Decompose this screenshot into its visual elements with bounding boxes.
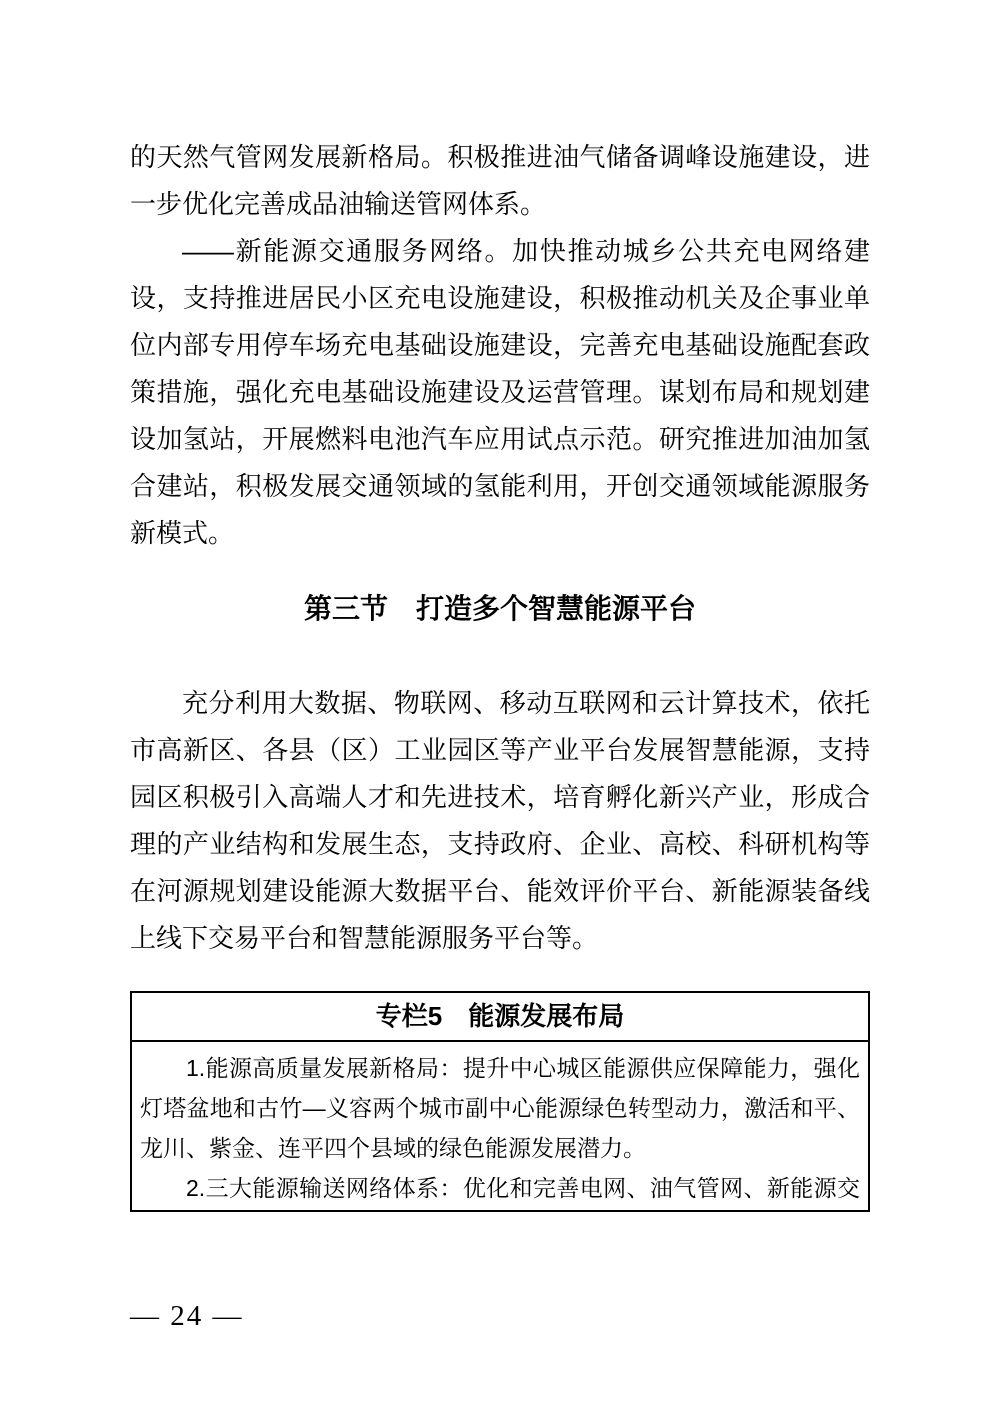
paragraph-new-energy-transport [130,228,870,557]
text-line: 合建站，积极发展交通领域的氢能利用，开创交通领域能源服务 [130,471,870,501]
text-line: 设，支持推进居民小区充电设施建设，积极推动机关及企事业单 [130,283,870,313]
text-line: 灯塔盆地和古竹—义容两个城市副中心能源绿色转型动力，激活和平、 [140,1095,860,1121]
section-heading: 第三节 打造多个智慧能源平台 [303,593,696,624]
callout-box-energy-layout [130,991,870,1212]
text-line: 策措施，强化充电基础设施建设及运营管理。谋划布局和规划建 [130,377,870,407]
text-line: 市高新区、各县（区）工业园区等产业平台发展智慧能源，支持 [130,735,870,765]
text-line: 上线下交易平台和智慧能源服务平台等。 [130,923,599,953]
text-line: 龙川、紫金、连平四个县域的绿色能源发展潜力。 [140,1135,646,1161]
page-content [130,134,870,1212]
page-number: — 24 — [130,1300,244,1332]
text-line: 理的产业结构和发展生态，支持政府、企业、高校、科研机构等 [130,829,870,859]
paragraph-gas-network [130,134,870,228]
paragraph-smart-energy-platform [130,680,870,962]
callout-box-body [132,1042,868,1210]
text-line: 充分利用大数据、物联网、移动互联网和云计算技术，依托 [182,688,870,718]
text-line: 在河源规划建设能源大数据平台、能效评价平台、新能源装备线 [130,876,870,906]
text-line: 设加氢站，开展燃料电池汽车应用试点示范。研究推进加油加氢 [130,424,870,454]
text-line: 的天然气管网发展新格局。积极推进油气储备调峰设施建设，进 [130,142,870,172]
text-line: 新模式。 [130,518,235,548]
callout-box-title: 专栏5 能源发展布局 [132,993,868,1042]
text-line: 一步优化完善成品油输送管网体系。 [130,189,547,219]
text-line: 位内部专用停车场充电基础设施建设，完善充电基础设施配套政 [130,330,870,360]
text-line: 2.三大能源输送网络体系：优化和完善电网、油气管网、新能源交 [186,1175,860,1201]
text-line: 园区积极引入高端人才和先进技术，培育孵化新兴产业，形成合 [130,782,870,812]
text-line: 1.能源高质量发展新格局：提升中心城区能源供应保障能力，强化 [186,1055,860,1081]
text-line: ——新能源交通服务网络。加快推动城乡公共充电网络建 [182,236,870,266]
